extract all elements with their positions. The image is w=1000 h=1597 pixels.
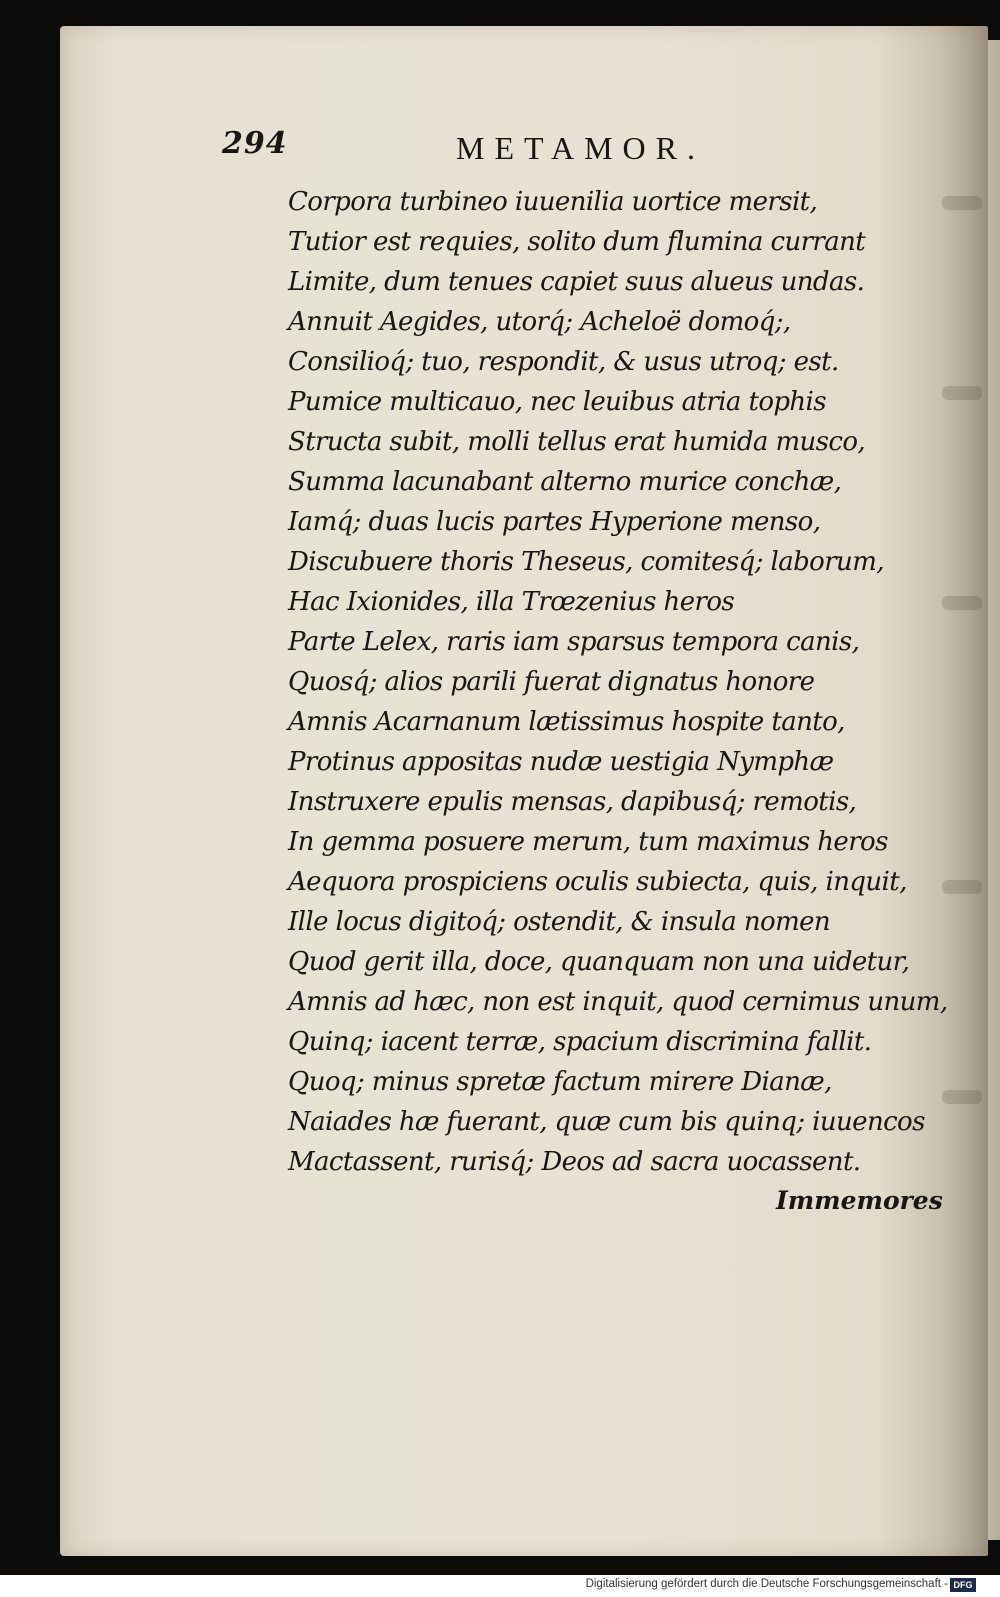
verse-line: Structa subit, molli tellus erat humida musco, <box>288 427 866 457</box>
ink-bleed-mark <box>942 1090 982 1104</box>
verse-line: Limite, dum tenues capiet suus alueus undas. <box>288 267 865 297</box>
verse-line: Aequora prospiciens oculis subiecta, quis, inquit, <box>288 867 907 897</box>
verse-line: Mactassent, rurisq́; Deos ad sacra uocassent. <box>288 1147 861 1177</box>
digitization-footer <box>0 1575 1000 1597</box>
ink-bleed-mark <box>942 386 982 400</box>
catchword: Immemores <box>776 1186 943 1215</box>
ink-bleed-mark <box>942 880 982 894</box>
verse-line: Ille locus digitoq́; ostendit, & insula nomen <box>288 907 831 937</box>
verse-line: Naiades hæ fuerant, quæ cum bis quinq; iuuencos <box>288 1107 925 1137</box>
verse-line: Iamq́; duas lucis partes Hyperione menso, <box>288 507 821 537</box>
verse-block <box>288 182 948 1182</box>
verse-line: Quoq; minus spretæ factum mirere Dianæ, <box>288 1067 832 1097</box>
dfg-logo[interactable]: DFG <box>950 1578 976 1592</box>
verse-line: Instruxere epulis mensas, dapibusq́; remotis, <box>288 787 857 817</box>
verse-line: Pumice multicauo, nec leuibus atria tophis <box>288 387 827 417</box>
verse-line: Parte Lelex, raris iam sparsus tempora canis, <box>288 627 860 657</box>
verse-line: Quod gerit illa, doce, quanquam non una uidetur, <box>288 947 910 977</box>
verse-line: Summa lacunabant alterno murice conchæ, <box>288 467 842 497</box>
running-head: METAMOR. <box>456 130 705 166</box>
footer-credit: Digitalisierung gefördert durch die Deutsche Forschungsgemeinschaft - <box>585 1578 948 1590</box>
verse-line: In gemma posuere merum, tum maximus heros <box>288 827 888 857</box>
verse-line: Annuit Aegides, utorq́; Acheloë domoq́;, <box>288 307 791 337</box>
verse-line: Amnis ad hæc, non est inquit, quod cernimus unum, <box>288 987 948 1017</box>
verse-line: Quosq́; alios parili fuerat dignatus honore <box>288 667 815 697</box>
verse-line: Tutior est requies, solito dum flumina currant <box>288 227 866 257</box>
verse-line: Quinq; iacent terræ, spacium discrimina fallit. <box>288 1027 872 1057</box>
verse-line: Hac Ixionides, illa Trœzenius heros <box>288 587 735 617</box>
verse-line: Corpora turbineo iuuenilia uortice mersit, <box>288 187 818 217</box>
page-number: 294 <box>222 126 288 161</box>
ink-bleed-mark <box>942 196 982 210</box>
verse-line: Consilioq́; tuo, respondit, & usus utroq; est. <box>288 347 839 377</box>
verse-line: Amnis Acarnanum lætissimus hospite tanto, <box>288 707 845 737</box>
verse-line: Discubuere thoris Theseus, comitesq́; laborum, <box>288 547 884 577</box>
verse-line: Protinus appositas nudæ uestigia Nymphæ <box>288 747 834 777</box>
ink-bleed-mark <box>942 596 982 610</box>
